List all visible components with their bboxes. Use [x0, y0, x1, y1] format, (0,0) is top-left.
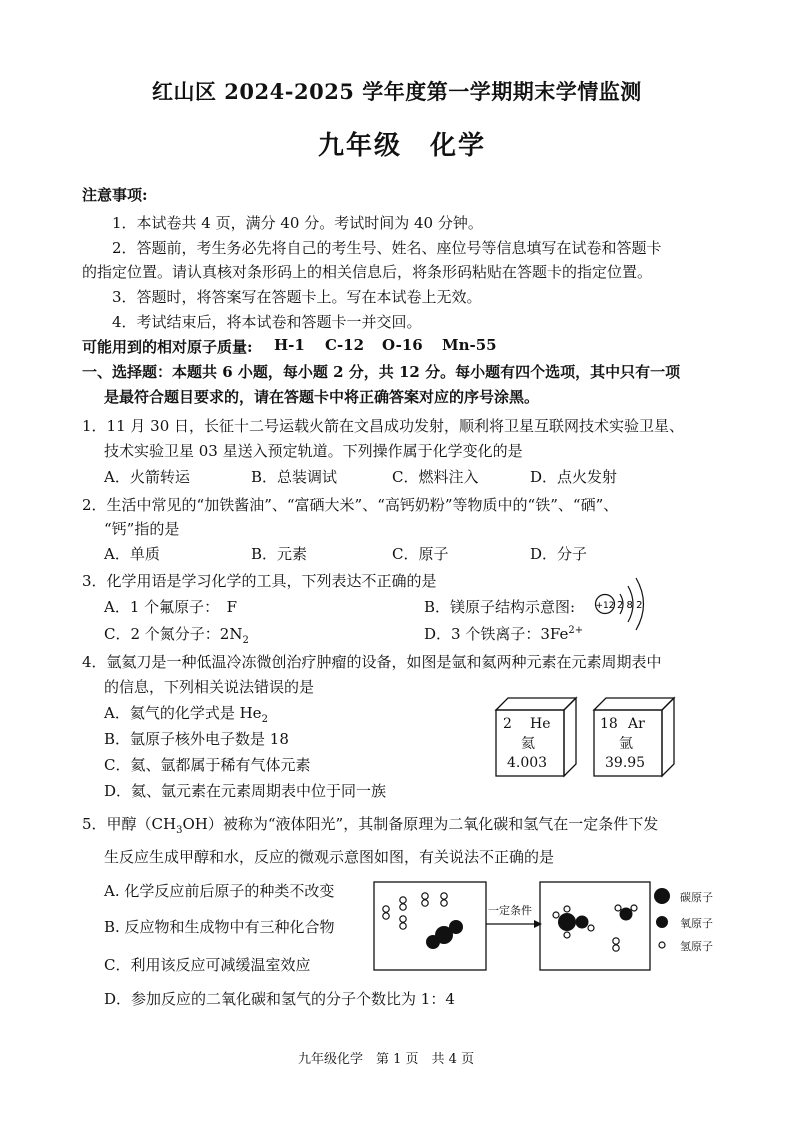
q4-stem-line1: 4．氩氦刀是一种低温冷冻微创治疗肿瘤的设备，如图是氩和氦两种元素在元素周期表中	[82, 653, 662, 671]
q5-option-a: A. 化学反应前后原子的种类不改变	[104, 882, 335, 900]
legend-hydrogen-atom	[659, 942, 665, 948]
mg-shell-counts: 2 8 2	[617, 600, 643, 611]
q4-option-d: D．氦、氩元素在元素周期表中位于同一族	[104, 782, 387, 800]
q2-option-c: C．原子	[392, 545, 449, 563]
q1-option-c: C．燃料注入	[392, 468, 479, 486]
notice-item-2: 2．答题前，考生务必先将自己的考生号、姓名、座位号等信息填写在试卷和答题卡	[112, 239, 662, 257]
mg-atom-structure-diagram	[594, 572, 656, 636]
exam-subtitle: 九年级 化学	[318, 131, 487, 161]
q4-stem-line2: 的信息，下列相关说法错误的是	[104, 678, 315, 696]
section1-line1: 一、选择题：本题共 6 小题，每小题 2 分，共 12 分。每小题有四个选项，其中只有一项	[82, 363, 681, 381]
h2-molecule	[383, 893, 447, 929]
q2-stem-line2: “钙”指的是	[104, 520, 180, 538]
helium-atomic-mass: 4.003	[507, 755, 548, 771]
legend-carbon-atom	[654, 888, 670, 904]
helium-atomic-number: 2	[503, 716, 512, 732]
atomic-mass-h: H-1	[274, 336, 305, 354]
q3-stem: 3．化学用语是学习化学的工具，下列表达不正确的是	[82, 572, 437, 590]
helium-name: 氦	[521, 736, 535, 752]
q2-option-d: D．分子	[530, 545, 588, 563]
q5-stem-line2: 生反应生成甲醇和水，反应的微观示意图如图，有关说法不正确的是	[104, 848, 555, 866]
q3-option-d-superscript: 2+	[568, 625, 584, 636]
atomic-mass-o: O-16	[382, 336, 423, 354]
notice-item-4: 4．考试结束后，将本试卷和答题卡一并交回。	[112, 313, 422, 331]
q1-stem-line2: 技术实验卫星 03 星送入预定轨道。下列操作属于化学变化的是	[104, 442, 523, 460]
leftover-h2-molecule	[613, 938, 619, 951]
argon-atomic-mass: 39.95	[605, 755, 646, 771]
argon-name: 氩	[619, 736, 633, 752]
q3-option-d	[424, 623, 583, 644]
q3-option-c-text: C．2 个氮分子：2N	[104, 625, 243, 643]
legend-oxygen-atom	[656, 916, 668, 928]
helium-element-card	[494, 696, 578, 778]
helium-symbol: He	[530, 716, 551, 732]
mg-nucleus-label: +12	[595, 601, 615, 611]
argon-element-card	[592, 696, 676, 778]
product-box	[540, 882, 650, 970]
reaction-condition-label: 一定条件	[488, 904, 532, 917]
q1-option-d: D．点火发射	[530, 468, 618, 486]
h2o-molecule	[615, 905, 637, 921]
reaction-micro-diagram	[372, 872, 708, 978]
q4-option-c: C．氦、氩都属于稀有气体元素	[104, 756, 311, 774]
reactant-box	[374, 882, 486, 970]
q2-option-b: B．元素	[251, 545, 308, 563]
legend-carbon-label: 碳原子	[680, 891, 713, 904]
notice-item-2-cont: 的指定位置。请认真核对条形码上的相关信息后，将条形码粘贴在答题卡的指定位置。	[82, 263, 653, 281]
q5-stem-line1-subscript: 3	[176, 825, 183, 836]
q4-option-a-text: A．氦气的化学式是 He	[104, 704, 262, 722]
atomic-mass-c: C-12	[325, 336, 365, 354]
q3-option-b: B．镁原子结构示意图:	[424, 598, 576, 616]
q1-option-a: A．火箭转运	[104, 468, 190, 486]
section1-line2: 是最符合题目要求的，请在答题卡中将正确答案对应的序号涂黑。	[104, 388, 540, 406]
notice-item-1: 1．本试卷共 4 页，满分 40 分。考试时间为 40 分钟。	[112, 214, 483, 232]
q1-stem-line1: 1．11 月 30 日，长征十二号运载火箭在文昌成功发射，顺利将卫星互联网技术实验卫星、	[82, 417, 685, 435]
q2-option-a: A．单质	[104, 545, 160, 563]
argon-atomic-number: 18	[600, 716, 618, 732]
q2-stem-line1: 2．生活中常见的“加铁酱油”、“富硒大米”、“高钙奶粉”等物质中的“铁”、“硒”、	[82, 496, 619, 514]
exam-title: 红山区 2024-2025 学年度第一学期期末学情监测	[152, 79, 642, 104]
q5-option-d: D．参加反应的二氧化碳和氢气的分子个数比为 1：4	[104, 990, 455, 1008]
ch3oh-molecule	[553, 906, 594, 938]
reaction-arrowhead	[534, 920, 542, 928]
q4-option-a	[104, 702, 268, 725]
argon-symbol: Ar	[628, 716, 645, 732]
q4-option-a-subscript: 2	[261, 714, 268, 725]
notice-item-3: 3．答题时，将答案写在答题卡上。写在本试卷上无效。	[112, 288, 482, 306]
legend-oxygen-label: 氧原子	[680, 917, 713, 930]
q5-stem-line1	[82, 813, 658, 836]
atomic-mass-mn: Mn-55	[442, 336, 497, 354]
q5-stem-line1-a: 5．甲醇（CH	[82, 815, 177, 833]
q4-option-b: B．氩原子核外电子数是 18	[104, 730, 289, 748]
page-footer: 九年级化学 第 1 页 共 4 页	[298, 1052, 475, 1067]
q1-option-b: B．总装调试	[251, 468, 338, 486]
q3-option-c-subscript: 2	[242, 635, 249, 646]
q5-option-c: C．利用该反应可减缓温室效应	[104, 956, 311, 974]
q3-option-c	[104, 623, 249, 646]
q3-option-a: A．1 个氟原子： F	[104, 598, 238, 616]
q3-option-d-text: D．3 个铁离子：3Fe	[424, 625, 569, 643]
q5-option-b: B. 反应物和生成物中有三种化合物	[104, 918, 335, 936]
q5-stem-line1-b: OH）被称为“液体阳光”，其制备原理为二氧化碳和氢气在一定条件下发	[182, 815, 659, 833]
legend-hydrogen-label: 氢原子	[680, 940, 713, 953]
atomic-mass-label: 可能用到的相对原子质量:	[82, 338, 253, 356]
notice-heading: 注意事项:	[82, 186, 148, 204]
co2-molecule	[426, 920, 463, 949]
